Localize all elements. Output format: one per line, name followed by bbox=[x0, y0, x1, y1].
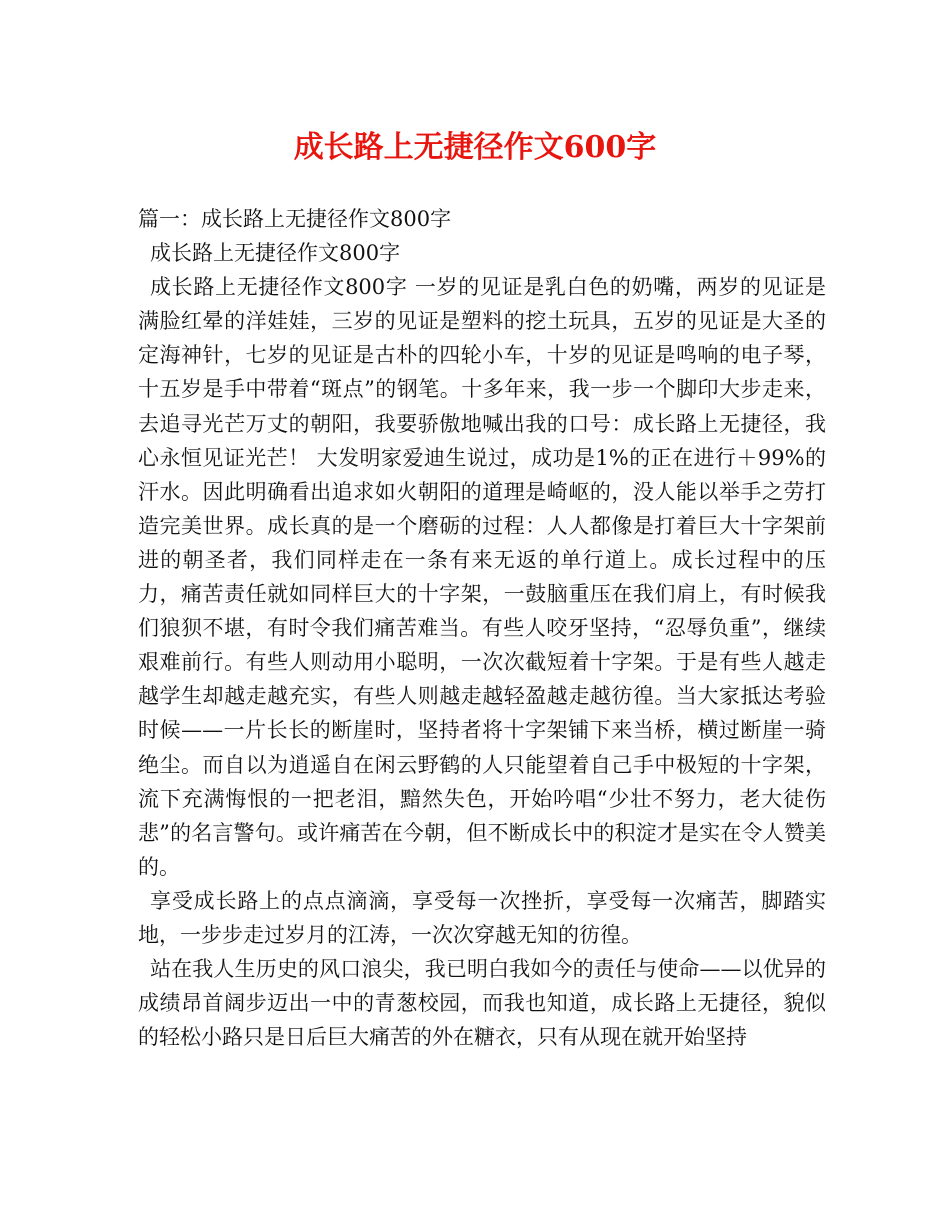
document-title: 成长路上无捷径作文600字 bbox=[293, 130, 657, 165]
article-subtitle: 成长路上无捷径作文800字 bbox=[150, 241, 401, 266]
section-heading: 篇一：成长路上无捷径作文800字 bbox=[138, 207, 452, 231]
body-paragraph-1: 成长路上无捷径作文800字 一岁的见证是乳白色的奶嘴，两岁的见证是满脸红晕的洋娃娃，三岁的见证是塑料的挖土玩具，五岁的见证是大圣的定海神针，七岁的见证是古朴的四轮小车，十岁的见证是鸣响的电子琴，十五岁是手中带着“斑点”的钢笔。十多年来，我一步一个脚印大步走来，去追寻光芒万丈的朝阳，我要骄傲地喊出我的口号：成长路上无捷径，我心永恒见证光芒！ 大发明家爱迪生说过，成功是1%的正在进行＋99%的汗水。因此明确看出追求如火朝阳的道理是崎岖的，没人能以举手之劳打造完美世界。成长真的是一个磨砺的过程：人人都像是打着巨大十字架前进的朝圣者，我们同样走在一条有来无返的单行道上。成长过程中的压力，痛苦责任就如同样巨大的十字架，一鼓脑重压在我们肩上，有时候我们狼狈不堪，有时令我们痛苦难当。有些人咬牙坚持，“忍辱负重”，继续艰难前行。有些人则动用小聪明，一次次截短着十字架。于是有些人越走越学生却越走越充实，有些人则越走越轻盈越走越彷徨。当大家抵达考验时候——一片长长的断崖时，坚持者将十字架铺下来当桥，横过断崖一骑绝尘。而自以为逍遥自在闲云野鹤的人只能望着自己手中极短的十字架，流下充满悔恨的一把老泪，黯然失色，开始吟唱“少壮不努力，老大徒伤悲”的名言警句。或许痛苦在今朝，但不断成长中的积淀才是实在令人赞美的。 bbox=[138, 275, 826, 879]
document-body bbox=[138, 202, 826, 1054]
body-paragraph-3: 站在我人生历史的风口浪尖，我已明白我如今的责任与使命——以优异的成绩昂首阔步迈出一中的青葱校园，而我也知道，成长路上无捷径，貌似的轻松小路只是日后巨大痛苦的外在糖衣，只有从现在就开始坚持 bbox=[138, 957, 826, 1050]
body-paragraph-2: 享受成长路上的点点滴滴，享受每一次挫折，享受每一次痛苦，脚踏实地，一步步走过岁月的江涛，一次次穿越无知的彷徨。 bbox=[138, 888, 826, 947]
